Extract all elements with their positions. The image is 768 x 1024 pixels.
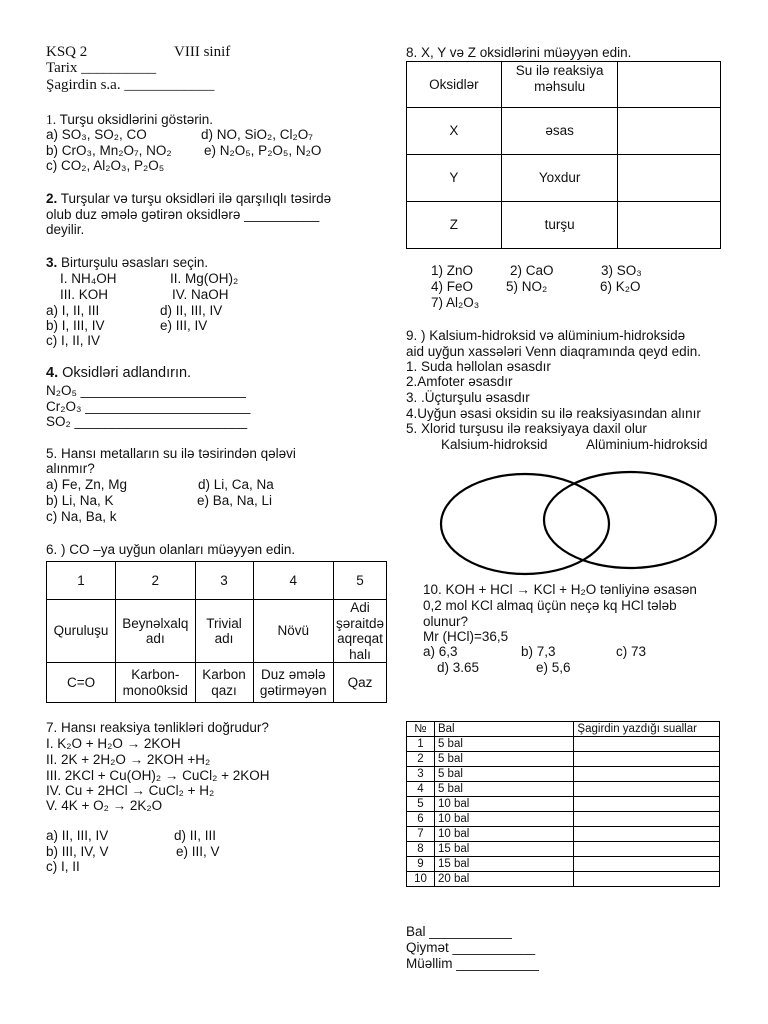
table-cell: Quruluşu xyxy=(47,600,116,663)
student-name-field: Şagirdin s.a. ____________ xyxy=(46,77,215,93)
date-field: Tarix __________ xyxy=(46,60,157,76)
option-a: a) 6,3 xyxy=(423,644,458,659)
table-cell: 10 bal xyxy=(434,797,573,812)
equation-v: V. 4K + O₂ → 2K₂O xyxy=(46,798,163,813)
answer-cell[interactable] xyxy=(574,737,720,752)
table-row xyxy=(407,62,721,108)
oxide-table xyxy=(406,61,721,249)
answer-line-1: N₂O₅ ______________________ xyxy=(46,383,246,398)
option-e: e) 5,6 xyxy=(536,660,571,675)
table-cell: turşu xyxy=(501,202,618,249)
option-e: e) III, V xyxy=(176,844,220,859)
question-2 xyxy=(46,191,331,207)
table-cell: Trivial adı xyxy=(195,600,253,663)
property-5: 5. Xlorid turşusu ilə reaksiyaya daxil olur xyxy=(406,421,647,436)
table-cell: 10 bal xyxy=(434,827,573,842)
question-2-line-2: olub duz əmələ gətirən oksidlərə __________ xyxy=(46,207,320,222)
option-d: d) Li, Ca, Na xyxy=(198,477,274,492)
question-text: Turşular və turşu oksidləri ilə qarşılıqlı təsirdə xyxy=(60,191,332,206)
table-cell: Karbon qazı xyxy=(195,663,253,703)
table-cell: 9 xyxy=(407,857,435,872)
table-cell: 7 xyxy=(407,827,435,842)
question-9-line-2: aid uyğun xassələri Venn diaqramında qeyd edin. xyxy=(406,344,701,359)
option-a: a) I, II, III xyxy=(46,303,100,318)
table-cell: Karbon-mono0ksid xyxy=(116,663,195,703)
table-row xyxy=(407,108,721,155)
grade-field: Qiymət ___________ xyxy=(406,940,536,955)
table-row xyxy=(407,752,720,767)
question-5: 5. Hansı metalların su ilə təsirindən qələvi xyxy=(46,446,296,461)
question-10: 10. KOH + HCl → KCl + H₂O tənliyinə əsasən xyxy=(423,582,697,597)
table-cell: 10 bal xyxy=(434,812,573,827)
question-number: 2. xyxy=(46,191,58,206)
option-a: a) Fe, Zn, Mg xyxy=(46,477,128,492)
table-cell: Adi şəraitdə aqreqat halı xyxy=(333,600,386,663)
oxide-option-6: 6) K₂O xyxy=(600,279,641,294)
option-e: e) N₂O₅, P₂O₅, N₂O xyxy=(204,143,322,158)
table-cell: Y xyxy=(407,155,502,202)
table-cell: 6 xyxy=(407,812,435,827)
oxide-option-7: 7) Al₂O₃ xyxy=(431,295,480,310)
option-a: a) SO₃, SO₂, CO xyxy=(46,127,147,142)
question-number: 1. xyxy=(46,112,57,127)
option-b: b) CrO₃, Mn₂O₇, NO₂ xyxy=(46,143,172,158)
table-cell: X xyxy=(407,108,502,155)
answer-cell[interactable] xyxy=(618,108,721,155)
table-cell: Z xyxy=(407,202,502,249)
table-cell: Beynəlxalq adı xyxy=(116,600,195,663)
option-c: c) I, II xyxy=(46,859,80,874)
table-row xyxy=(407,797,720,812)
molar-mass-note: Mr (HCl)=36,5 xyxy=(423,629,509,644)
answer-cell[interactable] xyxy=(574,857,720,872)
table-cell: 15 bal xyxy=(434,857,573,872)
question-10-line-3: olunur? xyxy=(423,614,469,629)
equation-iii: III. 2KCl + Cu(OH)₂ → CuCl₂ + 2KOH xyxy=(46,768,270,783)
statement-iii: III. KOH xyxy=(60,287,109,302)
oxide-option-1: 1) ZnO xyxy=(431,263,474,278)
table-cell: 5 bal xyxy=(434,737,573,752)
table-cell: 10 xyxy=(407,872,435,887)
question-9: 9. ) Kalsium-hidroksid və alüminium-hidroksidə xyxy=(406,328,686,343)
table-row xyxy=(407,782,720,797)
table-cell: 4 xyxy=(407,782,435,797)
table-cell: 1 xyxy=(47,562,116,600)
equation-i: I. K₂O + H₂O → 2KOH xyxy=(46,736,181,751)
table-cell: C=O xyxy=(47,663,116,703)
table-cell: 20 bal xyxy=(434,872,573,887)
property-4: 4.Uyğun əsasi oksidin su ilə reaksiyasından alınır xyxy=(406,406,701,421)
table-row xyxy=(407,857,720,872)
property-2: 2.Amfoter əsasdır xyxy=(406,374,513,389)
table-cell: əsas xyxy=(501,108,618,155)
table-cell: Qaz xyxy=(333,663,386,703)
table-row xyxy=(407,155,721,202)
question-1 xyxy=(46,112,213,128)
table-header-cell: Bal xyxy=(434,722,573,737)
answer-line-2: Cr₂O₃ ______________________ xyxy=(46,399,251,414)
question-3 xyxy=(46,255,208,271)
table-cell: 5 bal xyxy=(434,782,573,797)
table-cell: 2 xyxy=(407,752,435,767)
property-3: 3. .Üçturşulu əsasdır xyxy=(406,390,530,405)
statement-ii: II. Mg(OH)₂ xyxy=(170,271,239,286)
answer-cell[interactable] xyxy=(574,767,720,782)
option-b: b) 7,3 xyxy=(521,644,556,659)
statement-iv: IV. NaOH xyxy=(172,287,229,302)
table-cell: 4 xyxy=(253,562,333,600)
venn-right-label: Alüminium-hidroksid xyxy=(586,437,708,452)
question-6: 6. ) CO –ya uyğun olanları müəyyən edin. xyxy=(46,542,296,557)
table-header-cell: Şagirdin yazdığı suallar xyxy=(574,722,720,737)
option-c: c) I, II, IV xyxy=(46,333,101,348)
table-row xyxy=(47,600,387,663)
answer-cell[interactable] xyxy=(574,782,720,797)
table-header-cell: Oksidlər xyxy=(407,62,502,108)
answer-cell[interactable] xyxy=(618,202,721,249)
table-header-row xyxy=(407,722,720,737)
answer-cell[interactable] xyxy=(574,827,720,842)
option-d: d) NO, SiO₂, Cl₂O₇ xyxy=(201,127,313,142)
table-row xyxy=(47,663,387,703)
option-d: d) 3.65 xyxy=(437,660,480,675)
answer-cell[interactable] xyxy=(574,842,720,857)
table-cell: Növü xyxy=(253,600,333,663)
table-row xyxy=(47,562,387,600)
answer-cell[interactable] xyxy=(574,797,720,812)
oxide-option-5: 5) NO₂ xyxy=(506,279,548,294)
score-table xyxy=(406,721,720,887)
question-text: Birturşulu əsasları seçin. xyxy=(61,255,209,270)
answer-cell[interactable] xyxy=(574,872,720,887)
question-text: Turşu oksidlərini göstərin. xyxy=(59,112,213,127)
option-b: b) Li, Na, K xyxy=(46,493,114,508)
equation-ii: II. 2K + 2H₂O → 2KOH +H₂ xyxy=(46,752,211,767)
answer-line-3: SO₂ _______________________ xyxy=(46,414,248,429)
score-field: Bal ___________ xyxy=(406,924,512,939)
option-c: c) 73 xyxy=(616,644,647,659)
table-header-cell: № xyxy=(407,722,435,737)
venn-left-circle xyxy=(441,474,609,574)
table-cell: 8 xyxy=(407,842,435,857)
answer-cell[interactable] xyxy=(574,752,720,767)
question-5-line-2: alınmır? xyxy=(46,461,95,476)
question-8: 8. X, Y və Z oksidlərini müəyyən edin. xyxy=(406,45,632,60)
table-row xyxy=(407,827,720,842)
table-row xyxy=(407,737,720,752)
table-header-cell: Su ilə reaksiya məhsulu xyxy=(501,62,618,108)
table-cell: 1 xyxy=(407,737,435,752)
option-a: a) II, III, IV xyxy=(46,828,109,843)
question-number: 3. xyxy=(46,255,58,270)
table-row xyxy=(407,812,720,827)
question-number: 4. xyxy=(46,365,59,381)
table-cell xyxy=(618,62,721,108)
question-10-line-2: 0,2 mol KCl almaq üçün neçə kq HCl tələb xyxy=(423,598,677,613)
table-cell: Duz əmələ gətirməyən xyxy=(253,663,333,703)
question-4 xyxy=(46,366,191,382)
question-2-line-3: deyilir. xyxy=(46,222,85,237)
option-b: b) I, III, IV xyxy=(46,318,105,333)
oxide-option-3: 3) SO₃ xyxy=(601,263,642,278)
test-title: KSQ 2 xyxy=(46,44,88,60)
option-d: d) II, III, IV xyxy=(160,303,223,318)
option-c: c) CO₂, Al₂O₃, P₂O₅ xyxy=(46,158,165,173)
answer-cell[interactable] xyxy=(618,155,721,202)
table-row xyxy=(407,767,720,782)
oxide-option-4: 4) FeO xyxy=(431,279,474,294)
table-cell: Yoxdur xyxy=(501,155,618,202)
co-properties-table xyxy=(46,561,387,703)
table-cell: 3 xyxy=(195,562,253,600)
statement-i: I. NH₄OH xyxy=(60,271,117,286)
table-cell: 5 bal xyxy=(434,767,573,782)
table-cell: 2 xyxy=(116,562,195,600)
venn-diagram[interactable] xyxy=(438,470,720,578)
table-row xyxy=(407,842,720,857)
table-cell: 15 bal xyxy=(434,842,573,857)
property-1: 1. Suda həllolan əsasdır xyxy=(406,359,551,374)
table-cell: 3 xyxy=(407,767,435,782)
venn-right-circle xyxy=(544,472,716,568)
table-row xyxy=(407,872,720,887)
question-7: 7. Hansı reaksiya tənlikləri doğrudur? xyxy=(46,720,269,735)
equation-iv: IV. Cu + 2HCl → CuCl₂ + H₂ xyxy=(46,783,215,798)
answer-cell[interactable] xyxy=(574,812,720,827)
venn-left-label: Kalsium-hidroksid xyxy=(441,437,548,452)
table-cell: 5 bal xyxy=(434,752,573,767)
option-e: e) Ba, Na, Li xyxy=(197,493,273,508)
option-d: d) II, III xyxy=(174,828,217,843)
oxide-option-2: 2) CaO xyxy=(510,263,554,278)
option-b: b) III, IV, V xyxy=(46,844,109,859)
grade-label: VIII sinif xyxy=(174,44,231,60)
table-cell: 5 xyxy=(407,797,435,812)
question-text: Oksidləri adlandırın. xyxy=(62,365,192,381)
table-cell: 5 xyxy=(333,562,386,600)
option-c: c) Na, Ba, k xyxy=(46,509,117,524)
table-row xyxy=(407,202,721,249)
teacher-field: Müəllim ___________ xyxy=(406,956,539,971)
option-e: e) III, IV xyxy=(160,318,208,333)
